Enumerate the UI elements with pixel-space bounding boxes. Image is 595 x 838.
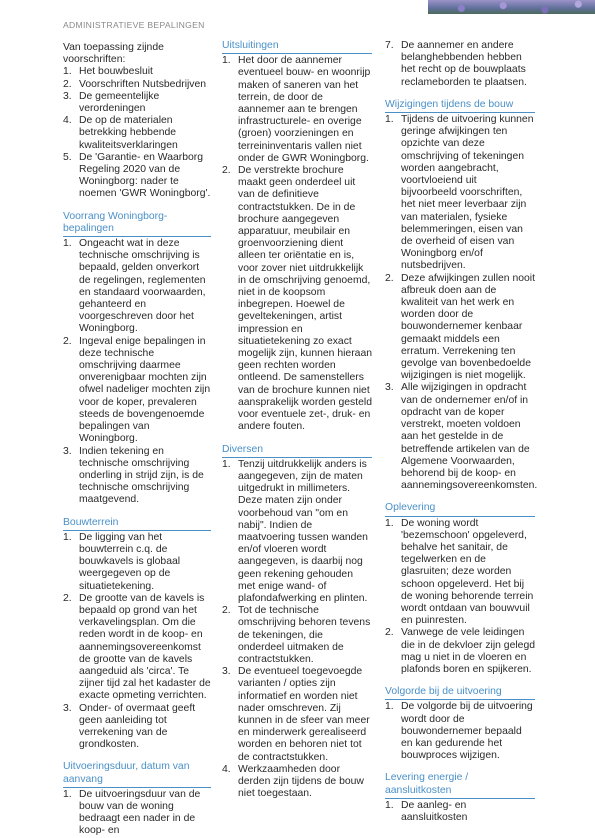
section-list: [385, 114, 538, 492]
section-list: [63, 238, 211, 506]
section-title-uitsluitingen: Uitsluitingen: [222, 40, 279, 51]
list-item: 1. Het bouwbesluit: [63, 66, 153, 78]
section-divider: [385, 112, 535, 113]
list-item: 5. De 'Garantie- en Waarborg Regeling 2020 van de Woningborg: nader te noemen 'GWR Woningborg'.: [63, 151, 211, 200]
section-title-wijzigingen: Wijzigingen tijdens de bouw: [385, 98, 514, 110]
section-divider: [385, 798, 535, 799]
section-divider: [385, 699, 535, 700]
section-title-oplevering: Oplevering: [385, 502, 436, 514]
list-item: 2. Deze afwijkingen zullen nooit afbreuk doen aan de kwaliteit van het werk en worden door de bouwondernemer kenbaar gemaakt middels een erratum. Verrekening ten gevolge van bovenbedoelde wijzigingen is niet mogelijk.: [385, 272, 536, 382]
list-item: 3. Indien tekening en technische omschrijving onderling in strijd zijn, is de technische omschrijving maatgevend.: [63, 445, 204, 506]
list-item: 1. De ligging van het bouwterrein c.q. de bouwkavels is globaal weergegeven op de situatietekening.: [63, 531, 181, 592]
list-item: 1. De uitvoeringsduur van de bouw van de woning bedraagt een nader in de koop- en: [63, 788, 201, 837]
section-title-levering-energie: Levering energie / aansluitkosten: [385, 772, 469, 796]
section-title-diversen: Diversen: [222, 443, 263, 455]
list-item: 2. Ingeval enige bepalingen in deze technische omschrijving daarmee onverenigbaar mochten zijn ofwel nadeliger mochten zijn voor de koper, prevaleren steeds de bovengenoemde bepalingen van Woningborg.: [63, 335, 211, 445]
list-item: 3. De eventueel toegevoegde varianten / opties zijn informatief en worden niet nader omschreven. Zij kunnen in de sfeer van meer en minderwerk gerealiseerd worden en behoren niet tot de contractstukken.: [222, 666, 370, 763]
list-item: 2. Vanwege de vele leidingen die in de dekvloer zijn gelegd mag u niet in de vloeren en plafonds boren en spijkeren.: [385, 627, 536, 675]
list-item: 1. Tijdens de uitvoering kunnen geringe afwijkingen ten opzichte van deze omschrijving of tekeningen worden aangebracht, voortvloeiend uit bijvoorbeeld voorschriften, het niet meer leverbaar zijn van materialen, fysieke belemmeringen, eisen van de overheid of eisen van Woningborg en/of nutsbedrijven.: [385, 114, 534, 272]
section-list: [222, 459, 372, 801]
column-right: [385, 40, 538, 824]
section-list: [63, 789, 211, 838]
header-photo-strip: [428, 0, 595, 14]
section-divider: [63, 787, 211, 788]
list-item: 7. De aannemer en andere belanghebbenden hebben het recht op de bouwplaats reclameborden te plaatsen.: [385, 40, 527, 88]
section-divider: [222, 457, 372, 458]
list-item: 1. De woning wordt 'bezemschoon' opgeleverd, behalve het sanitair, de tegelwerken en de glasruiten; deze worden schoon opgeleverd. Het bij de woning behorende terrein wordt ontdaan van bouwvuil en puinresten.: [385, 517, 534, 627]
column-middle: [222, 40, 372, 800]
list-item: 3. Onder- of overmaat geeft geen aanleiding tot verrekening van de grondkosten.: [63, 702, 196, 751]
list-item: 1. Ongeacht wat in deze technische omschrijving is bepaald, gelden onverkort de regelingen, reglementen en standaard voorwaarden, gehanteerd en voorgeschreven door het Woningborg.: [63, 238, 206, 335]
continued-list: [385, 40, 535, 89]
list-item: 1. Het door de aannemer eventueel bouw- en woonrijp maken of saneren van het terrein, de door de aannemer aan te brengen infrastructurele- en overige (groen) voorzieningen en terreininventaris vallen niet onder de GWR Woningborg.: [222, 55, 371, 164]
section-list: [385, 518, 535, 677]
intro-text: Van toepassing zijnde voorschriften:: [63, 42, 164, 66]
section-title-bouwterrein: Bouwterrein: [63, 516, 119, 528]
list-item: 3. Alle wijzigingen in opdracht van de ondernemer en/of in opdracht van de koper verstrekt, moeten voldoen aan het gestelde in de betreffende artikelen van de Algemene Voorwaarden, behorend bij de koop- en aannemingsovereenkomsten.: [385, 382, 538, 492]
list-item: 2. Voorschriften Nutsbedrijven: [63, 78, 207, 90]
section-title-uitvoeringsduur: Uitvoeringsduur, datum van aanvang: [63, 761, 190, 785]
list-item: 2. De grootte van de kavels is bepaald op grond van het verkavelingsplan. Om die reden wordt in de koop- en aannemingsovereenkomst de grootte van de kavels aangeduid als 'circa'. Te zijner tijd zal het kadaster de exacte opmeting verrichten.: [63, 592, 211, 702]
section-title-volgorde: Volgorde bij de uitvoering: [385, 686, 502, 698]
list-item: 2. De verstrekte brochure maakt geen onderdeel uit van de definitieve contractstukken. De in de brochure aangegeven apparatuur, meubilair en groenvoorziening dient alleen ter oriëntatie en is, voor zover niet uitdrukkelijk in de omschrijving genoemd, niet in de koopsom inbegrepen. Hoewel de geveltekeningen, artist impression en situatietekening zo exact mogelijk zijn, kunnen hieraan geen rechten worden ontleend. De samenstellers van de brochure kunnen niet aansprakelijk worden gesteld voor eventuele zet-, druk- en andere fouten.: [222, 165, 373, 433]
page-header-title: ADMINISTRATIEVE BEPALINGEN: [63, 20, 205, 30]
section-divider: [222, 53, 372, 54]
list-item: 3. De gemeentelijke verordeningen: [63, 90, 160, 115]
list-item: 2. Tot de technische omschrijving behoren tevens de tekeningen, die onderdeel uitmaken de contractstukken.: [222, 605, 371, 665]
list-item: 1. De volgorde bij de uitvoering wordt door de bouwondernemer bepaald en kan gedurende het bouwproces wijzigen.: [385, 701, 533, 762]
section-list: [63, 532, 211, 752]
section-divider: [63, 236, 211, 237]
list-item: 1. De aanleg- en aansluitkosten: [385, 799, 468, 823]
section-divider: [63, 530, 211, 531]
list-item: 4. Werkzaamheden door derden zijn tijdens de bouw niet toegestaan.: [222, 763, 364, 800]
intro-list: [63, 66, 211, 200]
section-title-voorrang: Voorrang Woningborg-bepalingen: [63, 210, 168, 234]
list-item: 4. De op de materialen betrekking hebbende kwaliteitsverklaringen: [63, 115, 178, 151]
section-list: [385, 701, 535, 762]
section-list: [222, 55, 372, 433]
column-left: [63, 20, 211, 838]
list-item: 1. Tenzij uitdrukkelijk anders is aangegeven, zijn de maten uitgedrukt in millimeters. Deze maten zijn onder voorbehoud van "om en nabij". Indien de maatvoering tussen wanden en/of vloeren wordt aangegeven, is daarbij nog geen rekening gehouden met enige wand- of plafondafwerking en plinten.: [222, 458, 368, 604]
section-list: [385, 800, 535, 824]
section-divider: [385, 516, 535, 517]
